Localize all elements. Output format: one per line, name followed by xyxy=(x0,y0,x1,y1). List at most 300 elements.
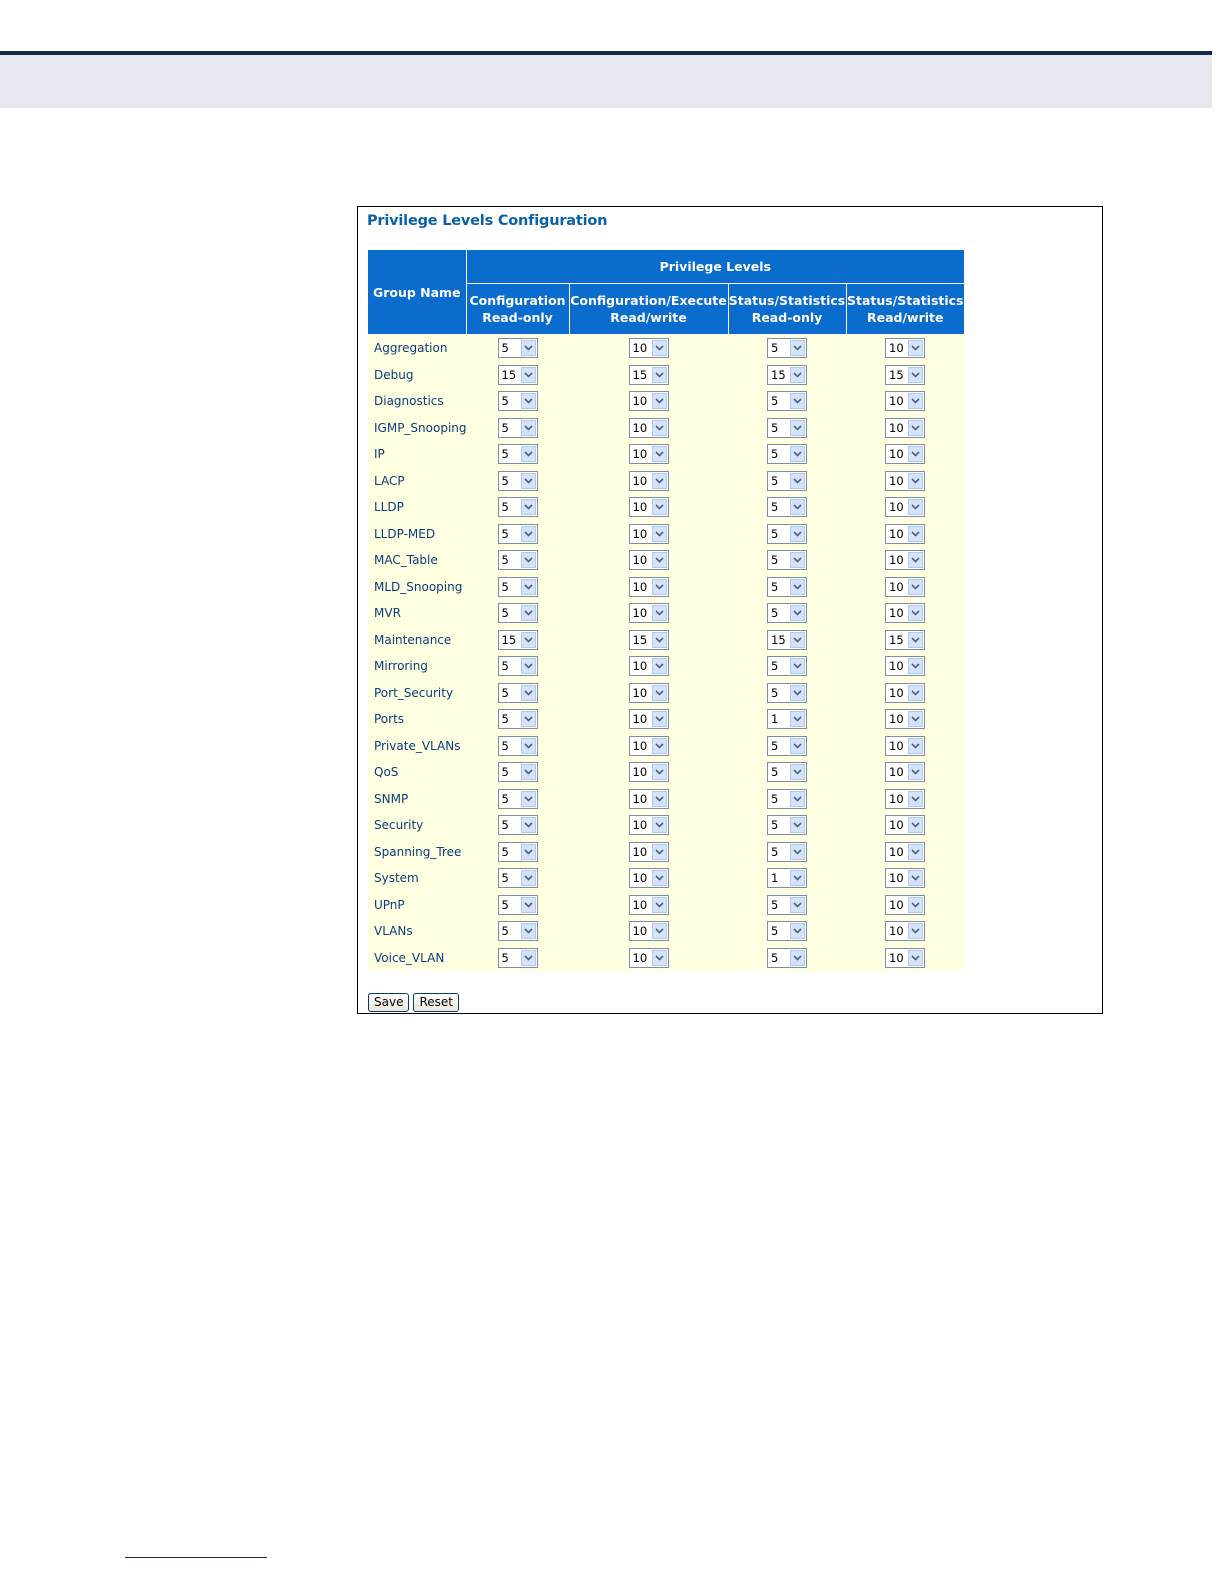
level-cell xyxy=(569,415,728,442)
level-select-status-ro[interactable] xyxy=(767,603,807,623)
level-select-value: 10 xyxy=(889,818,904,833)
chevron-down-icon[interactable] xyxy=(908,552,923,568)
table-row xyxy=(368,415,964,442)
chevron-down-icon[interactable] xyxy=(790,367,805,383)
chevron-down-icon[interactable] xyxy=(521,446,536,462)
privilege-table-body xyxy=(368,335,964,972)
level-cell xyxy=(466,547,569,574)
chevron-down-icon[interactable] xyxy=(521,791,536,807)
level-cell xyxy=(728,733,846,760)
level-select-config-ro[interactable] xyxy=(498,471,538,491)
level-select-status-rw[interactable] xyxy=(885,815,925,835)
chevron-down-icon[interactable] xyxy=(790,817,805,833)
chevron-down-icon[interactable] xyxy=(908,658,923,674)
level-cell xyxy=(466,812,569,839)
level-select-status-ro[interactable] xyxy=(767,418,807,438)
level-select-config-rw[interactable] xyxy=(629,471,669,491)
level-select-value: 10 xyxy=(889,341,904,356)
chevron-down-icon[interactable] xyxy=(521,923,536,939)
chevron-down-icon[interactable] xyxy=(908,950,923,966)
chevron-down-icon[interactable] xyxy=(790,844,805,860)
level-select-status-ro[interactable] xyxy=(767,921,807,941)
level-select-config-rw[interactable] xyxy=(629,338,669,358)
group-name-cell: Diagnostics xyxy=(368,388,466,415)
chevron-down-icon[interactable] xyxy=(521,526,536,542)
level-cell xyxy=(846,335,964,362)
level-select-status-ro[interactable] xyxy=(767,948,807,968)
level-select-status-ro[interactable] xyxy=(767,789,807,809)
chevron-down-icon[interactable] xyxy=(790,526,805,542)
level-cell xyxy=(846,865,964,892)
level-cell xyxy=(846,494,964,521)
level-select-status-ro[interactable] xyxy=(767,338,807,358)
level-select-status-rw[interactable] xyxy=(885,471,925,491)
level-select-config-rw[interactable] xyxy=(629,630,669,650)
level-select-status-rw[interactable] xyxy=(885,762,925,782)
chevron-down-icon[interactable] xyxy=(652,552,667,568)
level-select-status-rw[interactable] xyxy=(885,365,925,385)
chevron-down-icon[interactable] xyxy=(790,923,805,939)
level-select-status-ro[interactable] xyxy=(767,868,807,888)
level-select-config-ro[interactable] xyxy=(498,497,538,517)
chevron-down-icon[interactable] xyxy=(652,791,667,807)
chevron-down-icon[interactable] xyxy=(908,499,923,515)
chevron-down-icon[interactable] xyxy=(521,685,536,701)
level-select-status-ro[interactable] xyxy=(767,497,807,517)
chevron-down-icon[interactable] xyxy=(521,473,536,489)
level-select-config-rw[interactable] xyxy=(629,762,669,782)
level-select-value: 5 xyxy=(771,897,779,912)
level-cell xyxy=(569,892,728,919)
chevron-down-icon[interactable] xyxy=(908,923,923,939)
level-select-config-rw[interactable] xyxy=(629,921,669,941)
level-select-status-ro[interactable] xyxy=(767,524,807,544)
chevron-down-icon[interactable] xyxy=(521,367,536,383)
chevron-down-icon[interactable] xyxy=(790,393,805,409)
level-cell xyxy=(846,653,964,680)
level-cell xyxy=(569,335,728,362)
level-select-config-rw[interactable] xyxy=(629,497,669,517)
chevron-down-icon[interactable] xyxy=(908,738,923,754)
level-select-config-ro[interactable] xyxy=(498,736,538,756)
level-select-value: 10 xyxy=(632,818,648,833)
chevron-down-icon[interactable] xyxy=(790,738,805,754)
level-select-value: 5 xyxy=(501,420,509,435)
level-select-config-ro[interactable] xyxy=(498,868,538,888)
level-select-status-ro[interactable] xyxy=(767,577,807,597)
level-select-config-ro[interactable] xyxy=(498,656,538,676)
column-header xyxy=(728,284,846,335)
level-select-value: 5 xyxy=(501,659,509,674)
group-name-cell: UPnP xyxy=(368,892,466,919)
level-select-value: 10 xyxy=(889,420,904,435)
chevron-down-icon[interactable] xyxy=(908,473,923,489)
chevron-down-icon[interactable] xyxy=(908,844,923,860)
level-select-config-rw[interactable] xyxy=(629,895,669,915)
level-select-status-ro[interactable] xyxy=(767,762,807,782)
chevron-down-icon[interactable] xyxy=(790,897,805,913)
level-select-value: 10 xyxy=(632,871,648,886)
chevron-down-icon[interactable] xyxy=(652,473,667,489)
footer-rule xyxy=(125,1557,267,1558)
chevron-down-icon[interactable] xyxy=(790,499,805,515)
chevron-down-icon[interactable] xyxy=(521,764,536,780)
level-cell xyxy=(846,441,964,468)
level-cell xyxy=(569,759,728,786)
chevron-down-icon[interactable] xyxy=(790,552,805,568)
level-select-config-ro[interactable] xyxy=(498,391,538,411)
chevron-down-icon[interactable] xyxy=(652,923,667,939)
level-cell xyxy=(728,335,846,362)
level-cell xyxy=(728,547,846,574)
level-cell xyxy=(466,600,569,627)
level-cell xyxy=(569,653,728,680)
chevron-down-icon[interactable] xyxy=(908,579,923,595)
chevron-down-icon[interactable] xyxy=(521,738,536,754)
level-select-config-rw[interactable] xyxy=(629,709,669,729)
chevron-down-icon[interactable] xyxy=(652,420,667,436)
level-select-config-rw[interactable] xyxy=(629,524,669,544)
level-select-value: 15 xyxy=(889,632,904,647)
chevron-down-icon[interactable] xyxy=(652,711,667,727)
level-select-value: 10 xyxy=(632,500,648,515)
level-select-status-rw[interactable] xyxy=(885,921,925,941)
level-select-value: 5 xyxy=(771,606,779,621)
chevron-down-icon[interactable] xyxy=(908,605,923,621)
level-select-status-ro[interactable] xyxy=(767,550,807,570)
level-select-config-ro[interactable] xyxy=(498,789,538,809)
level-select-config-rw[interactable] xyxy=(629,391,669,411)
column-header xyxy=(846,284,964,335)
level-select-status-ro[interactable] xyxy=(767,391,807,411)
table-row xyxy=(368,468,964,495)
chevron-down-icon[interactable] xyxy=(652,579,667,595)
chevron-down-icon[interactable] xyxy=(652,632,667,648)
level-select-config-rw[interactable] xyxy=(629,842,669,862)
level-cell xyxy=(466,521,569,548)
level-select-status-ro[interactable] xyxy=(767,815,807,835)
level-select-value: 5 xyxy=(771,579,779,594)
chevron-down-icon[interactable] xyxy=(521,420,536,436)
level-select-config-rw[interactable] xyxy=(629,656,669,676)
level-cell xyxy=(846,521,964,548)
table-row xyxy=(368,653,964,680)
level-select-status-ro[interactable] xyxy=(767,842,807,862)
chevron-down-icon[interactable] xyxy=(908,817,923,833)
level-select-value: 10 xyxy=(889,685,904,700)
chevron-down-icon[interactable] xyxy=(521,499,536,515)
chevron-down-icon[interactable] xyxy=(908,446,923,462)
level-select-value: 15 xyxy=(632,632,648,647)
level-cell xyxy=(466,362,569,389)
chevron-down-icon[interactable] xyxy=(790,473,805,489)
table-row xyxy=(368,547,964,574)
level-select-value: 5 xyxy=(501,818,509,833)
level-select-status-rw[interactable] xyxy=(885,418,925,438)
table-row xyxy=(368,759,964,786)
chevron-down-icon[interactable] xyxy=(652,446,667,462)
chevron-down-icon[interactable] xyxy=(908,685,923,701)
group-name-cell: LLDP xyxy=(368,494,466,521)
chevron-down-icon[interactable] xyxy=(521,579,536,595)
chevron-down-icon[interactable] xyxy=(790,340,805,356)
level-select-config-ro[interactable] xyxy=(498,842,538,862)
chevron-down-icon[interactable] xyxy=(790,658,805,674)
level-select-value: 10 xyxy=(889,924,904,939)
column-header-line1: Status/Statistics xyxy=(728,293,846,308)
table-row xyxy=(368,733,964,760)
level-select-status-ro[interactable] xyxy=(767,365,807,385)
level-select-status-ro[interactable] xyxy=(767,630,807,650)
chevron-down-icon[interactable] xyxy=(790,420,805,436)
level-select-value: 5 xyxy=(771,950,779,965)
level-cell xyxy=(728,600,846,627)
level-select-config-ro[interactable] xyxy=(498,815,538,835)
level-select-config-ro[interactable] xyxy=(498,577,538,597)
level-select-status-rw[interactable] xyxy=(885,842,925,862)
level-select-status-rw[interactable] xyxy=(885,683,925,703)
level-select-status-rw[interactable] xyxy=(885,391,925,411)
level-select-status-rw[interactable] xyxy=(885,524,925,544)
level-select-config-rw[interactable] xyxy=(629,577,669,597)
level-cell xyxy=(569,521,728,548)
level-select-value: 10 xyxy=(632,738,648,753)
chevron-down-icon[interactable] xyxy=(652,499,667,515)
group-name-cell: MLD_Snooping xyxy=(368,574,466,601)
level-select-status-rw[interactable] xyxy=(885,550,925,570)
level-cell xyxy=(728,892,846,919)
level-select-config-ro[interactable] xyxy=(498,418,538,438)
level-select-config-ro[interactable] xyxy=(498,444,538,464)
chevron-down-icon[interactable] xyxy=(652,738,667,754)
level-select-status-rw[interactable] xyxy=(885,736,925,756)
level-select-config-ro[interactable] xyxy=(498,603,538,623)
chevron-down-icon[interactable] xyxy=(908,870,923,886)
chevron-down-icon[interactable] xyxy=(652,685,667,701)
level-select-config-rw[interactable] xyxy=(629,948,669,968)
level-select-status-rw[interactable] xyxy=(885,630,925,650)
level-select-config-ro[interactable] xyxy=(498,683,538,703)
level-select-status-ro[interactable] xyxy=(767,444,807,464)
chevron-down-icon[interactable] xyxy=(652,605,667,621)
level-select-config-rw[interactable] xyxy=(629,736,669,756)
level-select-status-rw[interactable] xyxy=(885,603,925,623)
level-cell xyxy=(846,733,964,760)
level-cell xyxy=(846,759,964,786)
chevron-down-icon[interactable] xyxy=(908,393,923,409)
chevron-down-icon[interactable] xyxy=(652,367,667,383)
level-cell xyxy=(728,627,846,654)
save-button[interactable]: Save xyxy=(368,993,409,1012)
level-select-status-ro[interactable] xyxy=(767,656,807,676)
level-select-status-rw[interactable] xyxy=(885,868,925,888)
level-cell xyxy=(466,494,569,521)
table-row xyxy=(368,521,964,548)
chevron-down-icon[interactable] xyxy=(521,393,536,409)
chevron-down-icon[interactable] xyxy=(908,367,923,383)
level-select-config-rw[interactable] xyxy=(629,365,669,385)
chevron-down-icon[interactable] xyxy=(652,870,667,886)
level-select-value: 10 xyxy=(889,765,904,780)
chevron-down-icon[interactable] xyxy=(790,764,805,780)
level-select-status-rw[interactable] xyxy=(885,338,925,358)
chevron-down-icon[interactable] xyxy=(521,552,536,568)
chevron-down-icon[interactable] xyxy=(521,897,536,913)
group-name-cell: IP xyxy=(368,441,466,468)
level-select-status-rw[interactable] xyxy=(885,895,925,915)
level-cell xyxy=(466,839,569,866)
chevron-down-icon[interactable] xyxy=(521,605,536,621)
group-name-header: Group Name xyxy=(368,250,466,335)
level-select-value: 10 xyxy=(632,394,648,409)
level-select-status-rw[interactable] xyxy=(885,789,925,809)
chevron-down-icon[interactable] xyxy=(652,764,667,780)
table-row xyxy=(368,706,964,733)
level-select-status-rw[interactable] xyxy=(885,577,925,597)
chevron-down-icon[interactable] xyxy=(790,632,805,648)
chevron-down-icon[interactable] xyxy=(790,605,805,621)
level-select-status-ro[interactable] xyxy=(767,895,807,915)
level-select-config-ro[interactable] xyxy=(498,895,538,915)
chevron-down-icon[interactable] xyxy=(521,658,536,674)
level-cell xyxy=(728,388,846,415)
level-select-config-ro[interactable] xyxy=(498,365,538,385)
level-select-config-rw[interactable] xyxy=(629,603,669,623)
level-select-config-ro[interactable] xyxy=(498,762,538,782)
level-select-value: 10 xyxy=(889,791,904,806)
level-select-value: 5 xyxy=(501,341,509,356)
level-cell xyxy=(728,945,846,972)
group-name-cell: LACP xyxy=(368,468,466,495)
level-cell xyxy=(466,865,569,892)
chevron-down-icon[interactable] xyxy=(790,685,805,701)
level-select-config-ro[interactable] xyxy=(498,630,538,650)
level-cell xyxy=(846,415,964,442)
chevron-down-icon[interactable] xyxy=(652,393,667,409)
chevron-down-icon[interactable] xyxy=(790,446,805,462)
chevron-down-icon[interactable] xyxy=(908,897,923,913)
table-row xyxy=(368,839,964,866)
chevron-down-icon[interactable] xyxy=(521,817,536,833)
level-cell xyxy=(466,441,569,468)
chevron-down-icon[interactable] xyxy=(790,711,805,727)
level-select-config-rw[interactable] xyxy=(629,550,669,570)
privilege-levels-panel xyxy=(357,206,1103,1014)
table-row xyxy=(368,388,964,415)
level-cell xyxy=(466,786,569,813)
level-select-status-rw[interactable] xyxy=(885,444,925,464)
level-select-config-ro[interactable] xyxy=(498,921,538,941)
level-select-status-rw[interactable] xyxy=(885,656,925,676)
level-select-status-ro[interactable] xyxy=(767,709,807,729)
chevron-down-icon[interactable] xyxy=(652,340,667,356)
level-select-value: 5 xyxy=(771,341,779,356)
level-cell xyxy=(466,335,569,362)
chevron-down-icon[interactable] xyxy=(908,526,923,542)
chevron-down-icon[interactable] xyxy=(521,870,536,886)
chevron-down-icon[interactable] xyxy=(521,340,536,356)
level-select-value: 5 xyxy=(501,897,509,912)
level-select-config-rw[interactable] xyxy=(629,789,669,809)
chevron-down-icon[interactable] xyxy=(908,711,923,727)
level-select-value: 5 xyxy=(501,579,509,594)
chevron-down-icon[interactable] xyxy=(521,844,536,860)
chevron-down-icon[interactable] xyxy=(521,632,536,648)
level-select-config-ro[interactable] xyxy=(498,550,538,570)
column-header-line1: Status/Statistics xyxy=(846,293,964,308)
chevron-down-icon[interactable] xyxy=(790,950,805,966)
chevron-down-icon[interactable] xyxy=(908,764,923,780)
level-select-status-rw[interactable] xyxy=(885,709,925,729)
level-cell xyxy=(728,653,846,680)
level-select-value: 5 xyxy=(501,765,509,780)
table-row xyxy=(368,441,964,468)
level-select-status-rw[interactable] xyxy=(885,948,925,968)
level-cell xyxy=(569,388,728,415)
chevron-down-icon[interactable] xyxy=(652,658,667,674)
level-select-value: 5 xyxy=(501,791,509,806)
level-select-value: 15 xyxy=(771,367,786,382)
chevron-down-icon[interactable] xyxy=(521,950,536,966)
level-select-status-rw[interactable] xyxy=(885,497,925,517)
level-select-config-rw[interactable] xyxy=(629,683,669,703)
chevron-down-icon[interactable] xyxy=(790,579,805,595)
level-select-value: 10 xyxy=(632,844,648,859)
level-select-config-rw[interactable] xyxy=(629,815,669,835)
column-header xyxy=(569,284,728,335)
chevron-down-icon[interactable] xyxy=(652,526,667,542)
level-cell xyxy=(466,468,569,495)
chevron-down-icon[interactable] xyxy=(908,791,923,807)
level-cell xyxy=(569,362,728,389)
level-select-config-rw[interactable] xyxy=(629,444,669,464)
chevron-down-icon[interactable] xyxy=(652,844,667,860)
level-select-status-ro[interactable] xyxy=(767,736,807,756)
level-cell xyxy=(728,441,846,468)
chevron-down-icon[interactable] xyxy=(908,420,923,436)
level-cell xyxy=(569,839,728,866)
level-select-config-rw[interactable] xyxy=(629,418,669,438)
chevron-down-icon[interactable] xyxy=(908,340,923,356)
level-select-config-ro[interactable] xyxy=(498,524,538,544)
chevron-down-icon[interactable] xyxy=(652,950,667,966)
level-select-config-ro[interactable] xyxy=(498,709,538,729)
level-cell xyxy=(728,494,846,521)
chevron-down-icon[interactable] xyxy=(521,711,536,727)
chevron-down-icon[interactable] xyxy=(652,817,667,833)
level-cell xyxy=(569,574,728,601)
chevron-down-icon[interactable] xyxy=(652,897,667,913)
group-name-cell: Security xyxy=(368,812,466,839)
level-select-config-ro[interactable] xyxy=(498,948,538,968)
level-select-status-ro[interactable] xyxy=(767,471,807,491)
level-select-config-ro[interactable] xyxy=(498,338,538,358)
group-name-cell: System xyxy=(368,865,466,892)
chevron-down-icon[interactable] xyxy=(790,791,805,807)
level-select-value: 5 xyxy=(501,871,509,886)
level-select-value: 5 xyxy=(771,447,779,462)
column-header xyxy=(466,284,569,335)
level-select-config-rw[interactable] xyxy=(629,868,669,888)
level-select-value: 10 xyxy=(632,473,648,488)
level-select-status-ro[interactable] xyxy=(767,683,807,703)
chevron-down-icon[interactable] xyxy=(908,632,923,648)
reset-button[interactable]: Reset xyxy=(413,993,459,1012)
level-select-value: 5 xyxy=(771,924,779,939)
chevron-down-icon[interactable] xyxy=(790,870,805,886)
level-select-value: 15 xyxy=(889,367,904,382)
level-select-value: 5 xyxy=(771,791,779,806)
